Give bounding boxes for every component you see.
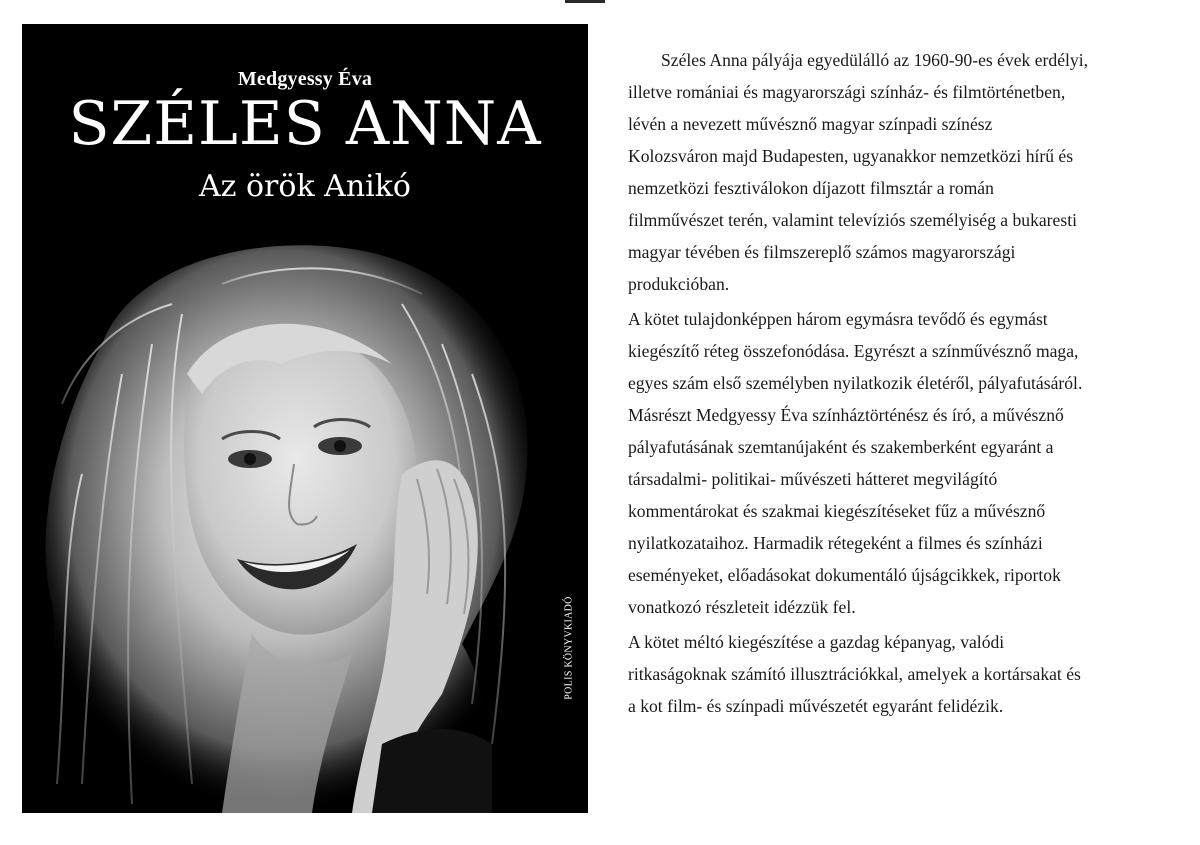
description-line: Másrészt Medgyessy Éva színháztörténész és író, a művésznő: [628, 405, 1064, 425]
publisher-name: POLIS KÖNYVKIADÓ: [563, 596, 575, 700]
description-line: egyes szám első személyben nyilatkozik életéről, pályafutásáról.: [628, 373, 1083, 393]
description-line: kommentárokat és szakmai kiegészítéseket fűz a művésznő: [628, 501, 1046, 521]
description-line: illetve romániai és magyarországi színház- és filmtörténetben,: [628, 82, 1066, 102]
description-line: a kot film- és színpadi művészetét egyaránt felidézik.: [628, 696, 1004, 716]
description-line: társadalmi- politikai- művészeti hátteret megvilágító: [628, 469, 998, 489]
book-description: [628, 44, 1176, 722]
book-cover: [22, 24, 588, 813]
page-top-mark: [565, 0, 605, 3]
description-line: lévén a nevezett művésznő magyar színpadi színész: [628, 114, 993, 134]
description-line: kiegészítő réteg összefonódása. Egyrészt a színművésznő maga,: [628, 341, 1079, 361]
description-line: nyilatkozataihoz. Harmadik rétegeként a filmes és színházi: [628, 533, 1043, 553]
description-line: produkcióban.: [628, 274, 730, 294]
description-line: magyar tévében és filmszereplő számos magyarországi: [628, 242, 1016, 262]
description-line: eseményeket, előadásokat dokumentáló újságcikkek, riportok: [628, 565, 1061, 585]
description-line: pályafutásának szemtanújaként és szakemberként egyaránt a: [628, 437, 1054, 457]
description-line: filmművészet terén, valamint televíziós személyiség a bukaresti: [628, 210, 1077, 230]
cover-subtitle: Az örök Anikó: [198, 169, 411, 204]
description-line: vonatkozó részleteit idézzük fel.: [628, 597, 856, 617]
description-line: Széles Anna pályája egyedülálló az 1960-90-es évek erdélyi,: [661, 50, 1088, 70]
description-line: A kötet méltó kiegészítése a gazdag képanyag, valódi: [628, 632, 1005, 652]
description-line: Kolozsváron majd Budapesten, ugyanakkor nemzetközi hírű és: [628, 146, 1074, 166]
description-line: A kötet tulajdonképpen három egymásra tevődő és egymást: [628, 309, 1048, 329]
description-line: ritkaságoknak számító illusztrációkkal, amelyek a kortársakat és: [628, 664, 1081, 684]
cover-title: SZÉLES ANNA: [68, 89, 542, 159]
cover-portrait-photo: [22, 224, 588, 813]
cover-author: Medgyessy Éva: [237, 68, 373, 90]
description-line: nemzetközi fesztiválokon díjazott filmsztár a román: [628, 178, 994, 198]
